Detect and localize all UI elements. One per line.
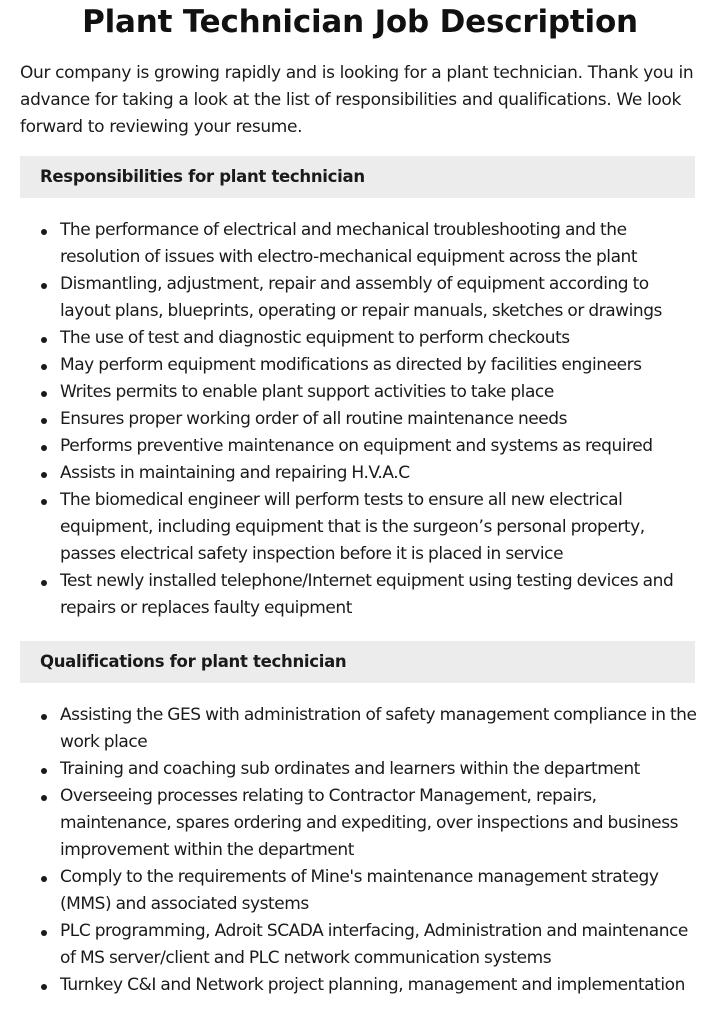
list-item: Ensures proper working order of all routine maintenance needs: [20, 406, 700, 433]
list-item: May perform equipment modifications as directed by facilities engineers: [20, 352, 700, 379]
list-item: The performance of electrical and mechanical troubleshooting and the resolution of issues with electro-mechanical equipment across the plant: [20, 217, 700, 271]
list-item: The use of test and diagnostic equipment to perform checkouts: [20, 325, 700, 352]
list-item: Dismantling, adjustment, repair and assembly of equipment according to layout plans, blueprints, operating or repair manuals, sketches or drawings: [20, 271, 700, 325]
list-item: Writes permits to enable plant support activities to take place: [20, 379, 700, 406]
list-item: Turnkey C&I and Network project planning, management and implementation: [20, 972, 700, 999]
responsibilities-list: [20, 217, 700, 622]
responsibilities-header: [20, 156, 695, 198]
list-item: The biomedical engineer will perform tests to ensure all new electrical equipment, including equipment that is the surgeon’s personal property, passes electrical safety inspection before it is placed in service: [20, 487, 700, 568]
intro-paragraph: Our company is growing rapidly and is looking for a plant technician. Thank you in advance for taking a look at the list of responsibilities and qualifications. We look forward to reviewing your resume.: [20, 63, 694, 137]
list-item: PLC programming, Adroit SCADA interfacing, Administration and maintenance of MS server/client and PLC network communication systems: [20, 918, 700, 972]
list-item: Performs preventive maintenance on equipment and systems as required: [20, 433, 700, 460]
page-title: Plant Technician Job Description: [82, 4, 638, 40]
list-item: Training and coaching sub ordinates and learners within the department: [20, 756, 700, 783]
list-item: Assisting the GES with administration of safety management compliance in the work place: [20, 702, 700, 756]
list-item: Assists in maintaining and repairing H.V.A.C: [20, 460, 700, 487]
qualifications-heading: Qualifications for plant technician: [40, 652, 347, 671]
list-item: Comply to the requirements of Mine's maintenance management strategy (MMS) and associated systems: [20, 864, 700, 918]
qualifications-list: [20, 702, 700, 999]
responsibilities-heading: Responsibilities for plant technician: [40, 167, 365, 186]
list-item: Test newly installed telephone/Internet equipment using testing devices and repairs or replaces faulty equipment: [20, 568, 700, 622]
list-item: Overseeing processes relating to Contractor Management, repairs, maintenance, spares ordering and expediting, over inspections and business improvement within the department: [20, 783, 700, 864]
qualifications-header: [20, 641, 695, 683]
